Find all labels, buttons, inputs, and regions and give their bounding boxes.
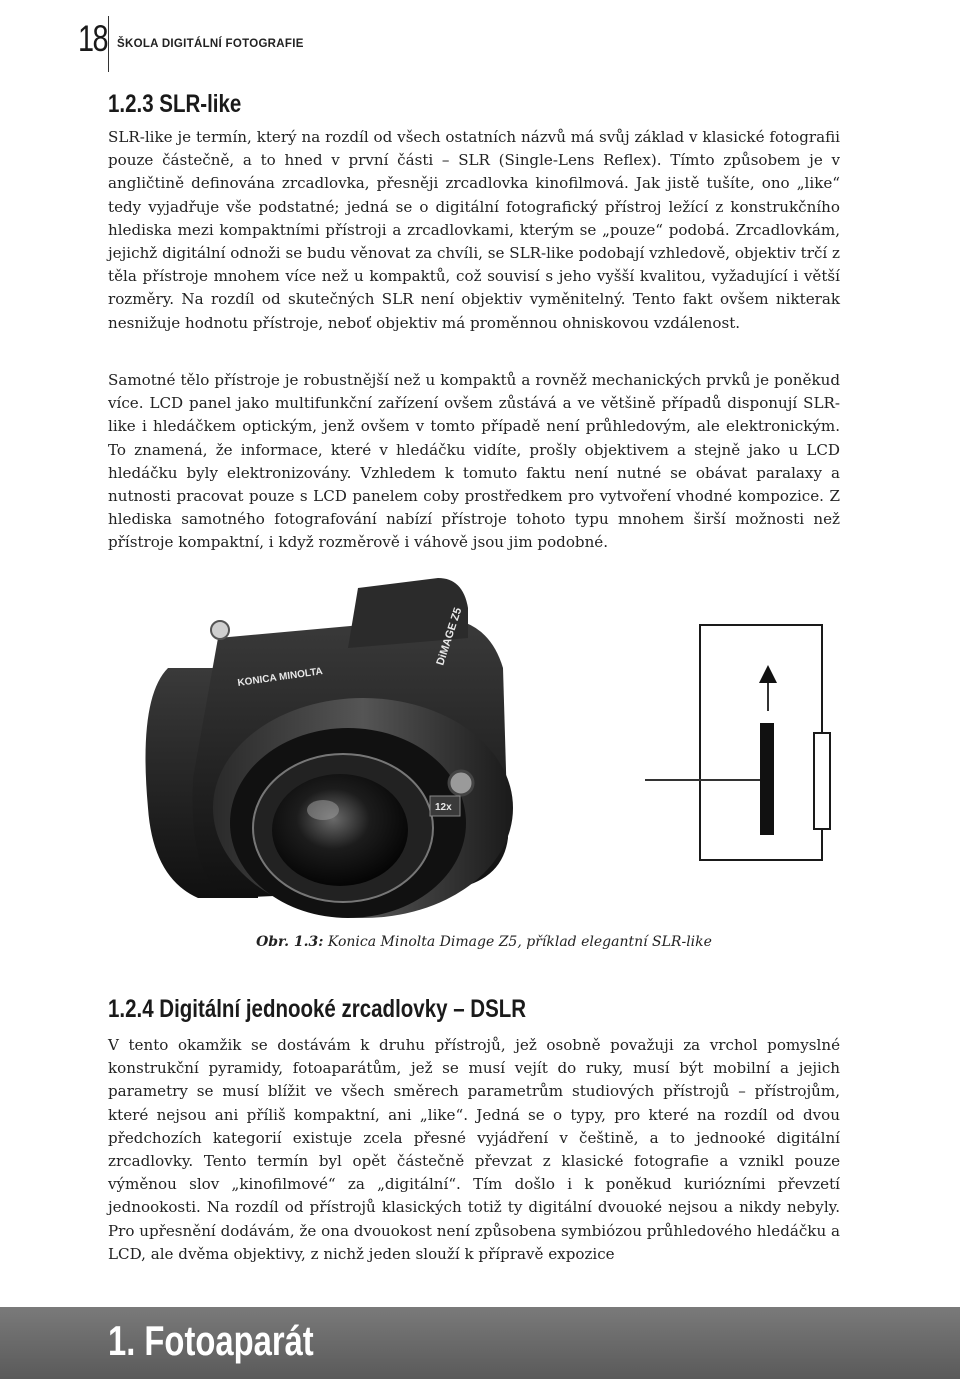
chapter-footer	[0, 1307, 960, 1379]
caption-text: Konica Minolta Dimage Z5, příklad elegantní SLR-like	[327, 934, 712, 950]
body-paragraph: Samotné tělo přístroje je robustnější než u kompaktů a rovněž mechanických prvků je poněkud více. LCD panel jako multifunkční zařízení ovšem zůstává a ve většině případů disponují SLR-like i hledáčkem optickým, jenž ovšem v tomto případě není průhledovým, ale elektronickým. To znamená, že informace, které v hledáčku vidíte, prošly objektivem a stejně jako u LCD hledáčku byly elektronizovány. Vzhledem k tomuto faktu není nutné se obávat paralaxy a nutnosti pracovat pouze s LCD panelem coby prostředkem pro vytvoření vhodné kompozice. Z hlediska samotného fotografování nabízí přístroje tohoto typu mnohem širší možnosti než přístroje kompaktní, i když rozměrově i váhově jsou jim podobné.	[108, 371, 840, 552]
af-lamp	[211, 621, 229, 639]
model-label: DiMAGE Z5	[434, 606, 465, 667]
schematic-diagram	[640, 615, 870, 915]
chapter-title: 1. Fotoaparát	[108, 1317, 314, 1364]
header-divider	[108, 16, 109, 72]
strap-lug	[449, 771, 473, 795]
brand-label: KONICA MINOLTA	[236, 666, 324, 689]
schematic-resistor	[814, 733, 830, 829]
schematic-svg	[640, 615, 870, 915]
section-heading-dslr: 1.2.4 Digitální jednooké zrcadlovky – DSLR	[108, 995, 527, 1023]
section-heading-slr-like: 1.2.3 SLR-like	[108, 90, 242, 118]
lens-reflection	[307, 800, 339, 820]
zoom-badge-label: 12x	[435, 802, 452, 813]
camera-illustration	[108, 578, 548, 928]
body-paragraph: V tento okamžik se dostávám k druhu přístrojů, jež osobně považuji za vrchol pomyslné konstrukční pyramidy, fotoaparátům, jež se musí vejít do ruky, musí být mobilní a jejich parametry se musí blížit ve všech směrech parametrům studiových přístrojů – přístrojům, které nejsou ani příliš kompaktní, ani „like“. Jedná se o typy, pro které na rozdíl od dvou předchozích kategorií existuje zcela přesné vyjádření v češtině, a to jednooké digitální zrcadlovky. Tento termín byl opět částečně převzat z klasické fotografie a vznikl pouze výměnou slov „kinofilmové“ za „digitální“. Tím došlo i k poněkud kuriózními převzetí jednookosti. Na rozdíl od přístrojů klasických totiž ty digitální dvouoké nejsou a nikdy nebyly. Pro upřesnění dodávám, že ona dvouokost není způsobena symbiózou průhledového hledáčku a LCD, ale dvěma objektivy, z nichž jeden slouží k přípravě expozice	[108, 1036, 840, 1263]
figure-caption	[0, 934, 960, 950]
schematic-slider-bar	[760, 723, 774, 835]
page-number: 18	[78, 18, 107, 59]
camera-photo	[108, 578, 548, 928]
caption-label: Obr. 1.3:	[256, 934, 324, 950]
running-head: ŠKOLA DIGITÁLNÍ FOTOGRAFIE	[117, 38, 304, 50]
schematic-arrow-icon	[759, 665, 777, 683]
lens-glass	[272, 774, 408, 886]
body-paragraph: SLR-like je termín, který na rozdíl od všech ostatních názvů má svůj základ v klasické fotografii pouze částečně, a to hned v první části – SLR (Single-Lens Reflex). Tímto způsobem je v angličtině definována zrcadlovka, přesněji zrcadlovka kinofilmová. Jak jistě tušíte, ono „like“ tedy vyjadřuje vše podstatné; jedná se o digitální fotografický přístroj ležící z konstrukčního hlediska mezi kompaktními přístroji a zrcadlovkami, kterým se „pouze“ podobá. Zrcadlovkám, jejichž digitální odnoži se budu věnovat za chvíli, se SLR-like podobají vzhledově, objektiv trčí z těla přístroje mnohem více než u kompaktů, což souvisí s jeho vyšší kvalitou, vyžadující i větší rozměry. Na rozdíl od skutečných SLR není objektiv vyměnitelný. Tento fakt ovšem nikterak nesnižuje hodnotu přístroje, neboť objektiv má proměnnou ohniskovou vzdálenost.	[108, 128, 840, 332]
